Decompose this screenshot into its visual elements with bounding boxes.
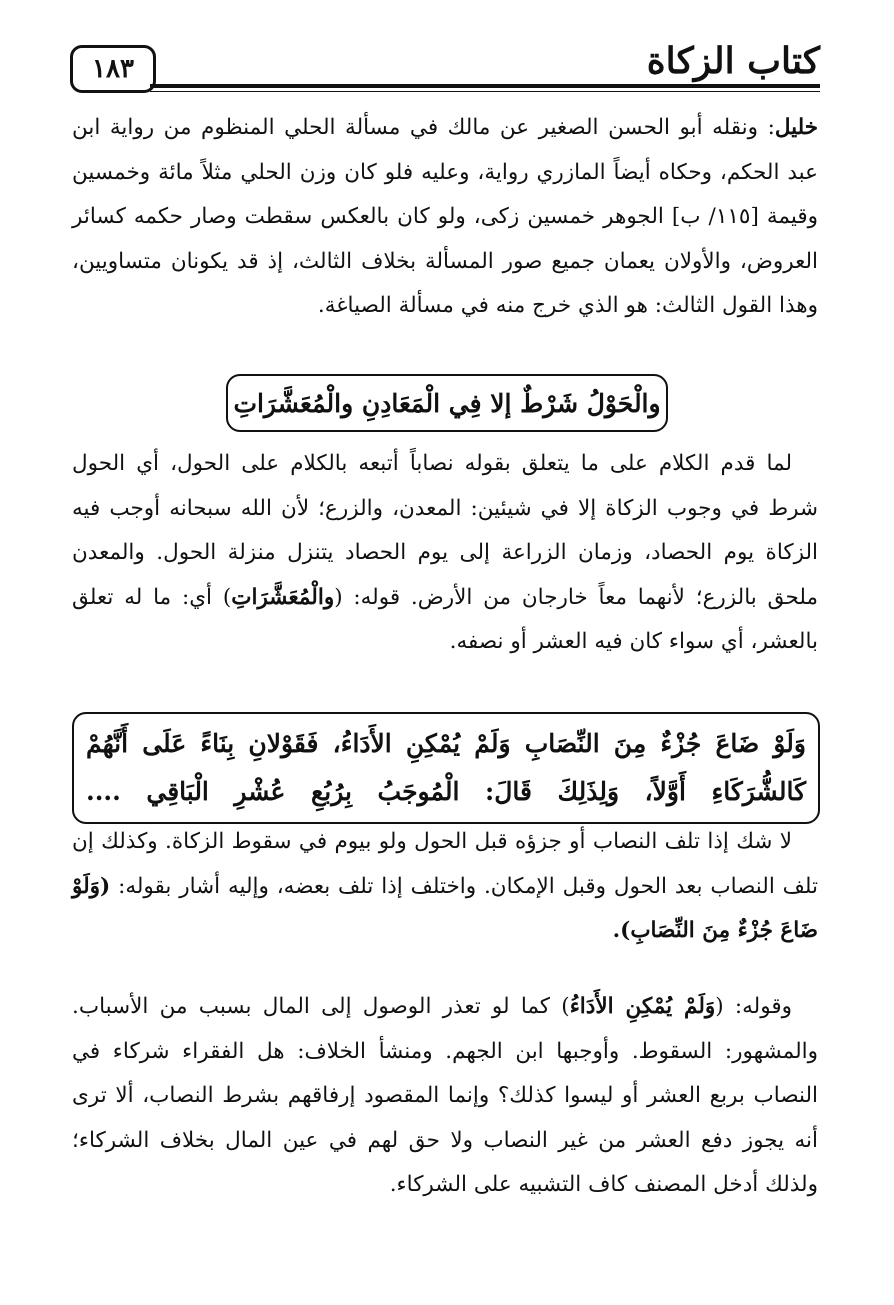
paragraph-quote: والْمُعَشَّرَاتِ xyxy=(231,584,335,610)
chapter-title: كتاب الزكاة xyxy=(646,40,820,82)
paragraph-lead: خليل xyxy=(774,115,818,140)
header-rule xyxy=(150,84,820,88)
paragraph-quote: وَلَمْ يُمْكِنِ الأَدَاءُ xyxy=(569,994,716,1019)
paragraph-1 xyxy=(72,106,818,329)
matn-text-1: والْحَوْلُ شَرْطٌ إلا فِي الْمَعَادِنِ والْمُعَشَّرَاتِ xyxy=(233,388,661,418)
header-rule-thin xyxy=(150,91,820,92)
paragraph-text: : ونقله أبو الحسن الصغير عن مالك في مسألة الحلي المنظوم من رواية ابن عبد الحكم، وحكاه أيضاً المازري رواية، وعليه فلو كان وزن الحلي مثلاً مائة وخمسين وقيمة [١١٥/ ب] الجوهر خمسين زكى، ولو كان بالعكس سقطت وصار حكمه كسائر العروض، والأولان يعمان جميع صور المسألة بخلاف الثالث، إذ قد يكونان متساويين، وهذا القول الثالث: هو الذي خرج منه في مسألة الصياغة. xyxy=(72,115,819,318)
page-header xyxy=(70,40,820,95)
paragraph-text: ) أي: ما له تعلق بالعشر، أي سواء كان فيه العشر أو نصفه. xyxy=(72,584,818,654)
paragraph-2 xyxy=(72,442,818,665)
paragraph-3 xyxy=(72,820,818,954)
matn-box-1 xyxy=(226,374,668,432)
matn-text-2: وَلَوْ ضَاعَ جُزْءٌ مِنَ النِّصَابِ وَلَمْ يُمْكِنِ الأَدَاءُ، فَقَوْلانِ بِنَاءً عَلَى أَنَّهُمْ كَالشُّرَكَاءِ أَوَّلاً، وَلِذَلِكَ قَالَ: الْمُوجَبُ بِرُبُعِ عُشْرِ الْبَاقِي .... xyxy=(86,729,806,806)
paragraph-quote: (وَلَوْ ضَاعَ جُزْءٌ مِنَ النِّصَابِ). xyxy=(72,873,818,943)
paragraph-text: لا شك إذا تلف النصاب أو جزؤه قبل الحول ولو بيوم في سقوط الزكاة. وكذلك إن تلف النصاب بعد الحول وقبل الإمكان. واختلف إذا تلف بعضه، وإليه أشار بقوله: xyxy=(72,829,818,899)
page-number: ١٨٣ xyxy=(70,45,156,93)
paragraph-text: وقوله: ( xyxy=(715,994,793,1019)
matn-box-2 xyxy=(72,712,820,824)
paragraph-4 xyxy=(72,985,818,1208)
paragraph-text: لما قدم الكلام على ما يتعلق بقوله نصاباً أتبعه بالكلام على الحول، أي الحول شرط في وجوب الزكاة إلا في شيئين: المعدن، والزرع؛ لأن الله سبحانه أوجب فيه الزكاة يوم الحصاد، وزمان الزراعة إلى يوم الحصاد يتنزل منزلة الحول. والمعدن ملحق بالزرع؛ لأنهما معاً خارجان من الأرض. قوله: ( xyxy=(72,451,818,610)
paragraph-text: ) كما لو تعذر الوصول إلى المال بسبب من الأسباب. والمشهور: السقوط. وأوجبها ابن الجهم. ومنشأ الخلاف: هل الفقراء شركاء في النصاب بربع العشر أو ليسوا كذلك؟ وإنما المقصود إرفاقهم بشرط النصاب، ألا ترى أنه يجوز دفع العشر من غير النصاب ولا حق لهم في عين المال بخلاف الشركاء؛ ولذلك أدخل المصنف كاف التشبيه على الشركاء. xyxy=(72,994,818,1197)
